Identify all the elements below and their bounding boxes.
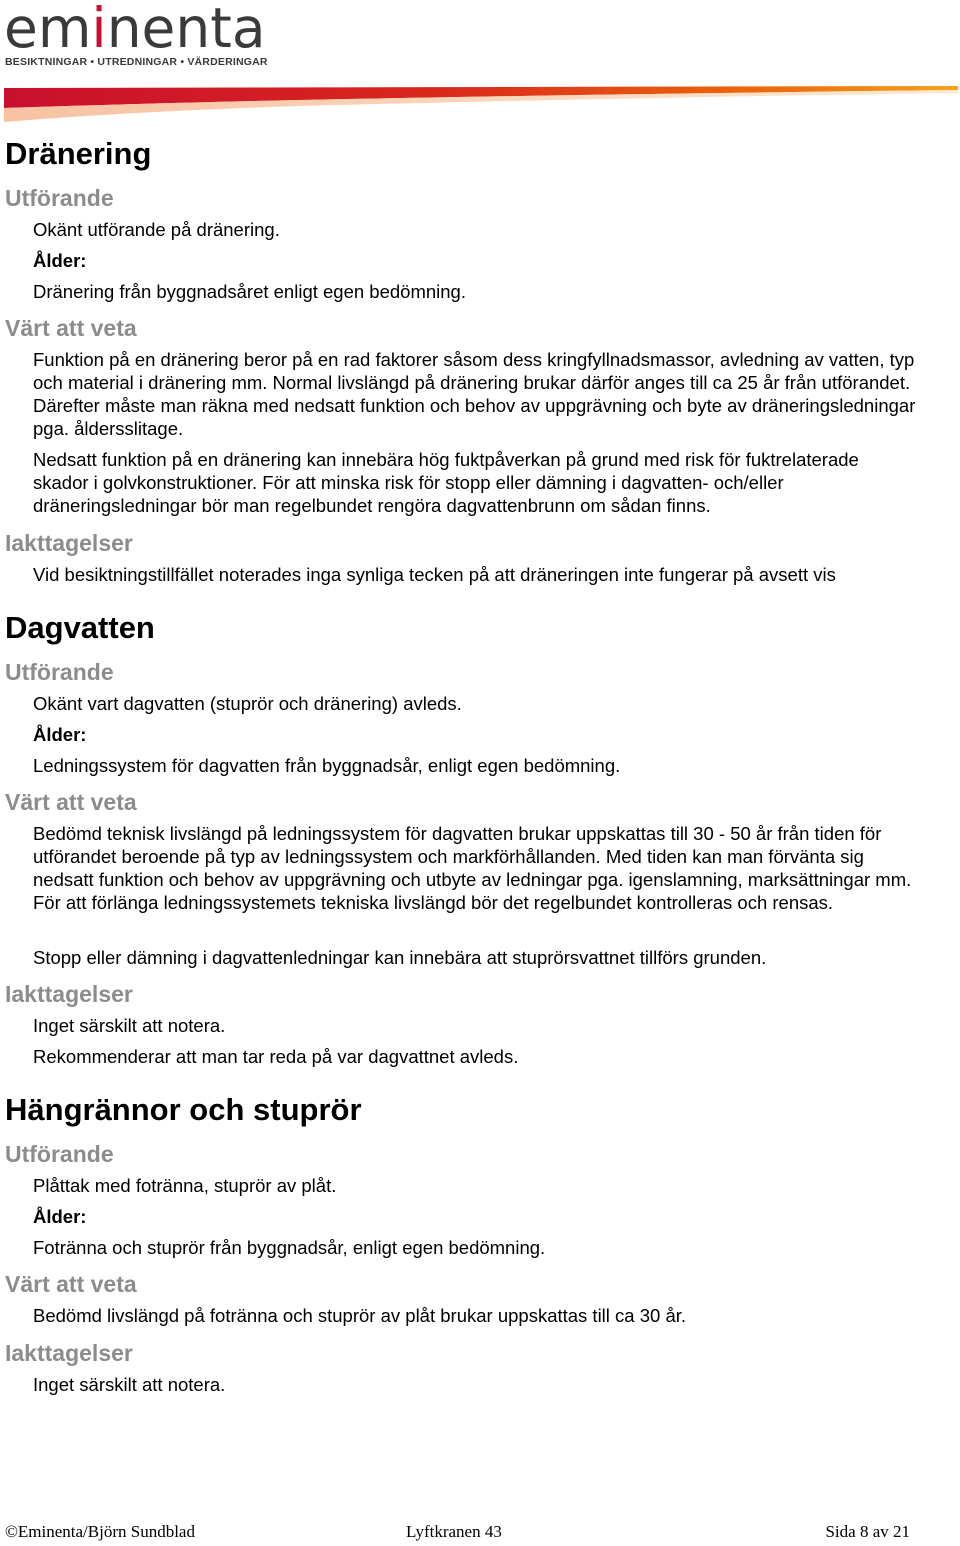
- iakttagelser-text: Vid besiktningstillfället noterades inga synliga tecken på att dräneringen inte fungerar på avsett vis: [33, 564, 836, 585]
- heading-utforande: Utförande: [5, 659, 114, 685]
- heading-iakttagelser: Iakttagelser: [5, 981, 133, 1007]
- heading-utforande: Utförande: [5, 185, 114, 211]
- logo-tagline: BESIKTNINGAR • UTREDNINGAR • VÄRDERINGAR: [5, 56, 268, 68]
- header-swoosh-stripe: [0, 80, 960, 130]
- heading-vart-att-veta: Värt att veta: [5, 1271, 137, 1297]
- vart-att-veta-paragraph: Nedsatt funktion på en dränering kan innebära hög fuktpåverkan på grund med risk för fuktrelaterade skador i golvkonstruktioner. För att minska risk för stopp eller dämning i dagvatten- och/eller dräneringsledningar bör man regelbundet rengöra dagvattenbrunn om sådan finns.: [33, 449, 859, 516]
- utforande-text: Okänt utförande på dränering.: [33, 219, 280, 240]
- alder-label: Ålder:: [33, 1206, 87, 1227]
- footer-property: Lyftkranen 43: [406, 1522, 502, 1541]
- footer-copyright: ©Eminenta/Björn Sundblad: [5, 1522, 195, 1541]
- iakttagelser-text: Rekommenderar att man tar reda på var dagvattnet avleds.: [33, 1046, 519, 1067]
- page-footer: [0, 1520, 960, 1544]
- section-title-hangrannor: Hängrännor och stuprör: [5, 1092, 362, 1127]
- footer-page-number: Sida 8 av 21: [825, 1522, 910, 1541]
- alder-label: Ålder:: [33, 724, 87, 745]
- vart-att-veta-paragraph: Bedömd livslängd på fotränna och stuprör av plåt brukar uppskattas till ca 30 år.: [33, 1305, 687, 1326]
- section-title-dagvatten: Dagvatten: [5, 610, 155, 645]
- heading-iakttagelser: Iakttagelser: [5, 530, 133, 556]
- iakttagelser-text: Inget särskilt att notera.: [33, 1015, 226, 1036]
- vart-att-veta-paragraph: Stopp eller dämning i dagvattenledningar kan innebära att stuprörsvattnet tillförs grunden.: [33, 947, 767, 968]
- alder-label: Ålder:: [33, 250, 87, 271]
- page-header: [0, 0, 960, 130]
- utforande-text: Okänt vart dagvatten (stuprör och dränering) avleds.: [33, 693, 462, 714]
- alder-text: Fotränna och stuprör från byggnadsår, enligt egen bedömning.: [33, 1237, 546, 1258]
- iakttagelser-text: Inget särskilt att notera.: [33, 1374, 226, 1395]
- logo-wordmark: eminenta: [4, 0, 266, 60]
- heading-vart-att-veta: Värt att veta: [5, 315, 137, 341]
- alder-text: Ledningssystem för dagvatten från byggnadsår, enligt egen bedömning.: [33, 755, 621, 776]
- eminenta-logo: [4, 0, 268, 72]
- alder-text: Dränering från byggnadsåret enligt egen bedömning.: [33, 281, 466, 302]
- vart-att-veta-paragraph: Bedömd teknisk livslängd på ledningssystem för dagvatten brukar uppskattas till 30 - 50 år från tiden för utförandet beroende på typ av ledningssystem och markförhållanden. Med tiden kan man förvänta sig nedsatt funktion och behov av uppgrävning och utbyte av ledningar pga. igenslamning, marksättningar mm. För att förlänga ledningssystemets tekniska livslängd bör det regelbundet kontrolleras och rensas.: [33, 823, 912, 913]
- section-title-dranering: Dränering: [5, 136, 152, 171]
- heading-iakttagelser: Iakttagelser: [5, 1340, 133, 1366]
- heading-utforande: Utförande: [5, 1141, 114, 1167]
- utforande-text: Plåttak med fotränna, stuprör av plåt.: [33, 1175, 337, 1196]
- vart-att-veta-paragraph: Funktion på en dränering beror på en rad faktorer såsom dess kringfyllnadsmassor, avledning av vatten, typ och material i dränering mm. Normal livslängd på dränering brukar därför anges till ca 25 år från utförandet. Därefter måste man räkna med nedsatt funktion och behov av uppgrävning och byte av dräneringsledningar pga. åldersslitage.: [33, 349, 916, 439]
- heading-vart-att-veta: Värt att veta: [5, 789, 137, 815]
